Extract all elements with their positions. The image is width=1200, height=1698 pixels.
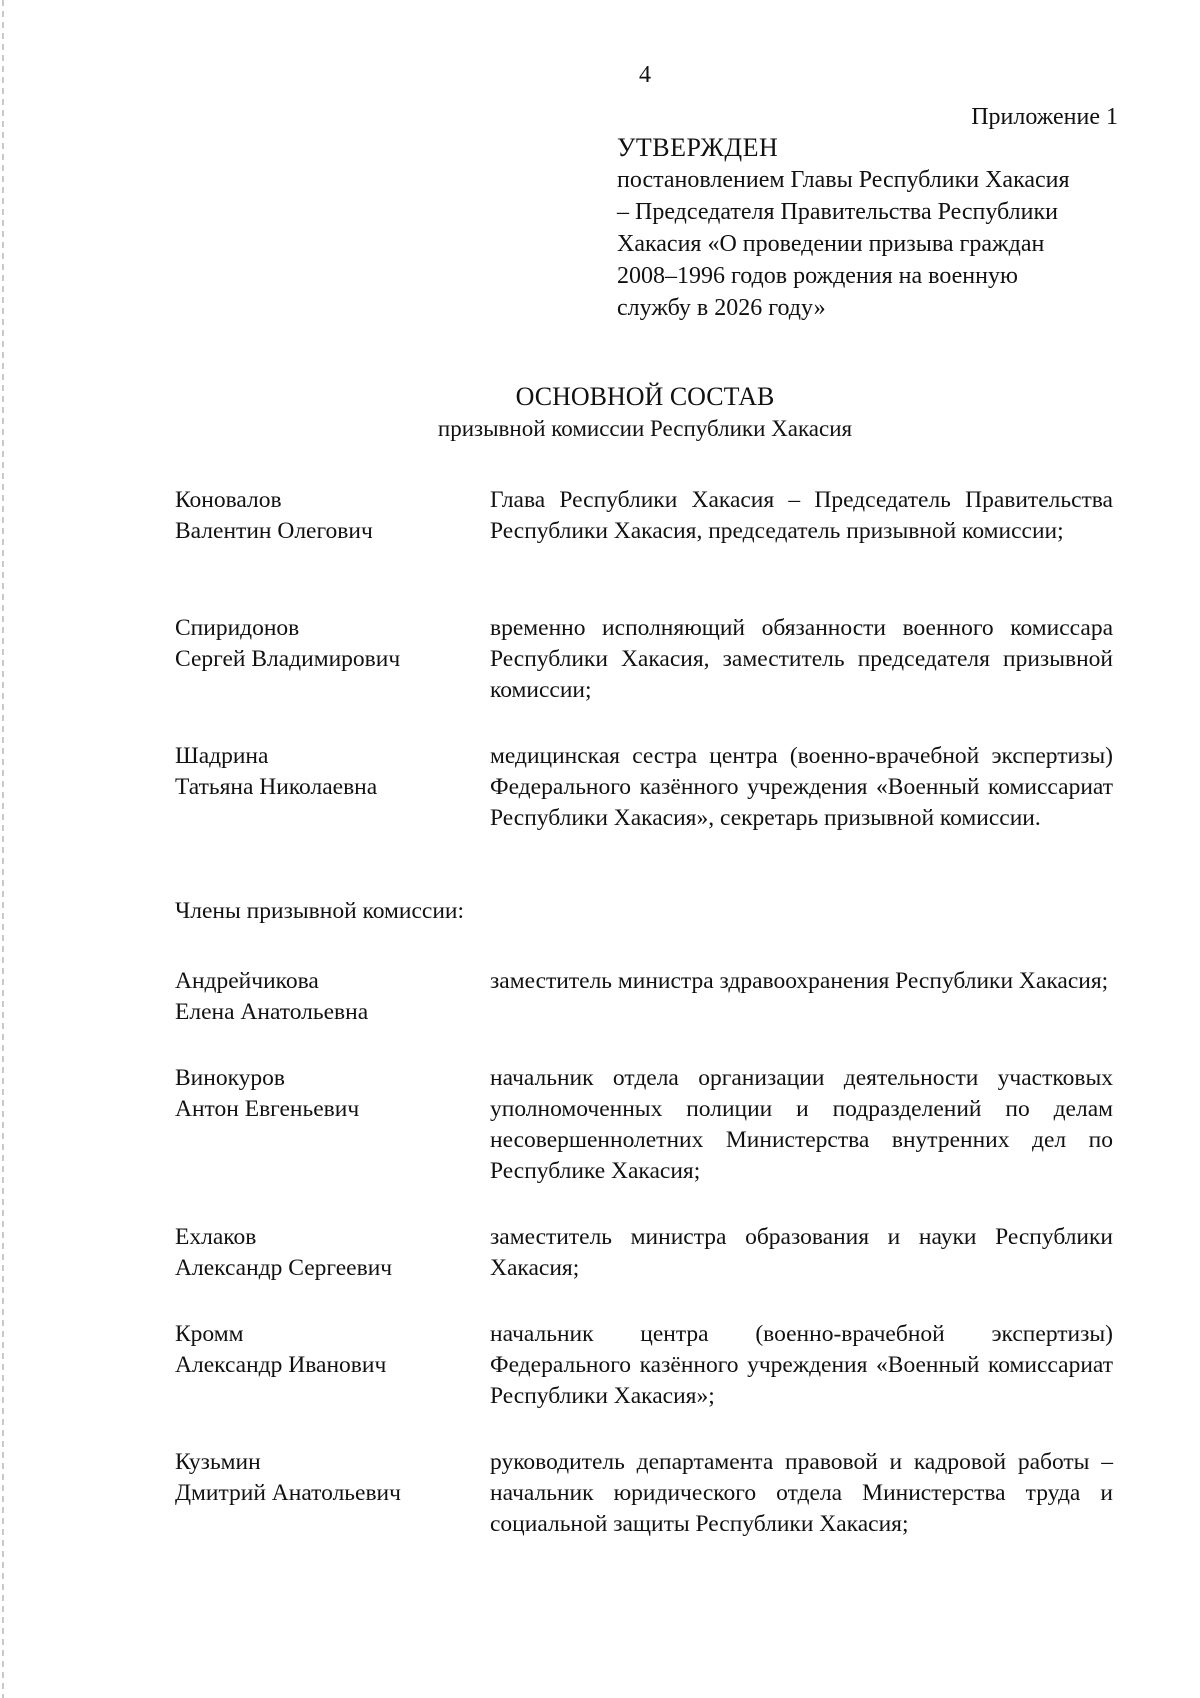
member-name: Спиридонов Сергей Владимирович (175, 615, 401, 672)
page-number: 4 (639, 62, 651, 88)
member-role: начальник отдела организации деятельности участковых уполномоченных полиции и подразделений по делам несовершеннолетних Министерства внутренних дел по Республике Хакасия; (490, 1065, 1113, 1184)
member-name: Ехлаков Александр Сергеевич (175, 1224, 393, 1281)
member-role: временно исполняющий обязанности военного комиссара Республики Хакасия, заместитель председателя призывной комиссии; (490, 615, 1113, 703)
document-subtitle: призывной комиссии Республики Хакасия (437, 416, 853, 441)
member-role: заместитель министра образования и науки Республики Хакасия; (490, 1224, 1113, 1281)
member-role: руководитель департамента правовой и кадровой работы – начальник юридического отдела Министерства труда и социальной защиты Республики Хакасия; (490, 1449, 1113, 1537)
member-role: медицинская сестра центра (военно-врачебной экспертизы) Федерального казённого учреждения «Военный комиссариат Республики Хакасия», секретарь призывной комиссии. (490, 743, 1113, 831)
member-role: заместитель министра здравоохранения Республики Хакасия; (490, 968, 1109, 994)
members-heading: Члены призывной комиссии: (175, 898, 465, 924)
approval-block (617, 132, 1117, 324)
document-title: ОСНОВНОЙ СОСТАВ (515, 382, 775, 411)
member-name: Винокуров Антон Евгеньевич (175, 1065, 360, 1122)
member-name: Кромм Александр Иванович (175, 1321, 387, 1378)
approval-title: УТВЕРЖДЕН (617, 133, 779, 162)
scan-edge (2, 0, 4, 1698)
member-name: Коновалов Валентин Олегович (175, 487, 373, 544)
member-name: Кузьмин Дмитрий Анатольевич (175, 1449, 401, 1506)
member-name: Шадрина Татьяна Николаевна (175, 743, 378, 800)
approval-text: постановлением Главы Республики Хакасия – Председателя Правительства Республики Хакасия «О проведении призыва граждан 2008–1996 годов рождения на военную службу в 2026 году» (617, 167, 1070, 321)
member-name: Андрейчикова Елена Анатольевна (175, 968, 369, 1025)
member-role: Глава Республики Хакасия – Председатель Правительства Республики Хакасия, председатель призывной комиссии; (490, 487, 1113, 544)
appendix-label: Приложение 1 (971, 104, 1118, 130)
member-role: начальник центра (военно-врачебной экспертизы) Федерального казённого учреждения «Военный комиссариат Республики Хакасия»; (490, 1321, 1113, 1409)
